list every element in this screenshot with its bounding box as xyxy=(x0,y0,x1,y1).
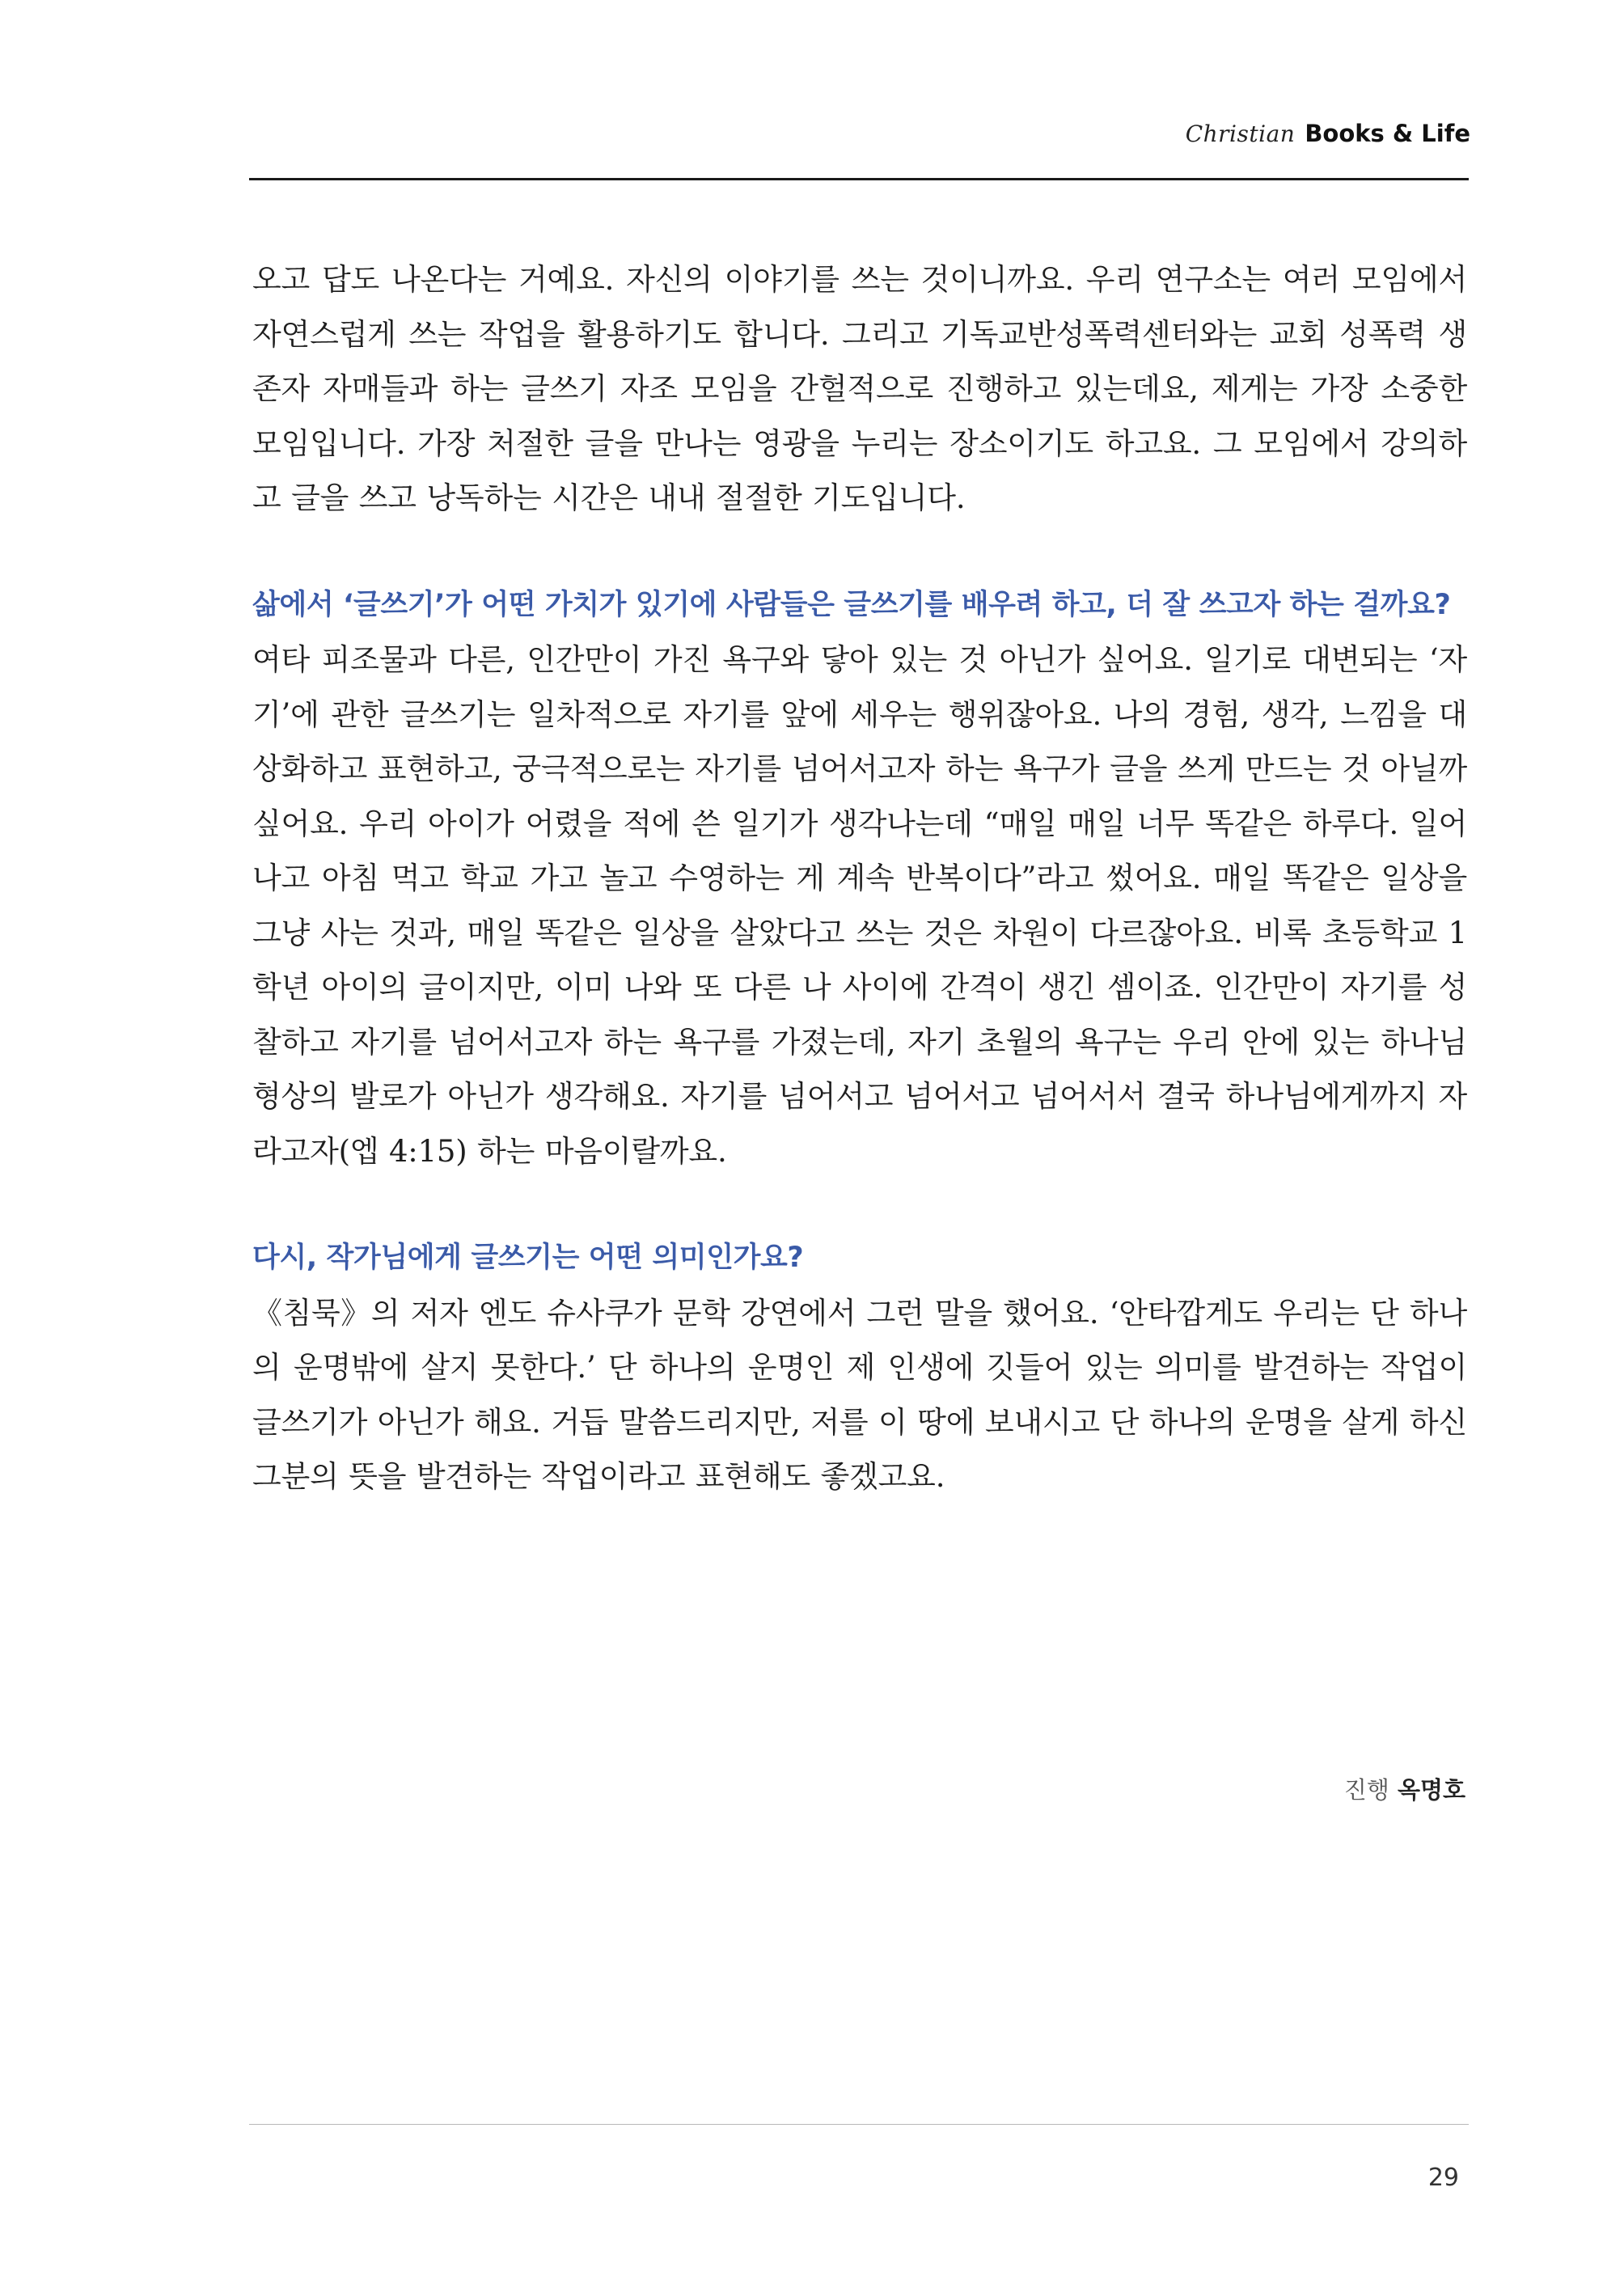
interview-answer-1: 여타 피조물과 다른, 인간만이 가진 욕구와 닿아 있는 것 아닌가 싶어요. 일기로 대변되는 ‘자기’에 관한 글쓰기는 일차적으로 자기를 앞에 세우는 행위잖아요. 나의 경험, 생각, 느낌을 대상화하고 표현하고, 궁극적으로는 자기를 넘어서고자 하는 욕구가 글을 쓰게 만드는 것 아닐까 싶어요. 우리 아이가 어렸을 적에 쓴 일기가 생각나는데 “매일 매일 너무 똑같은 하루다. 일어나고 아침 먹고 학교 가고 놀고 수영하는 게 계속 반복이다”라고 썼어요. 매일 똑같은 일상을 그냥 사는 것과, 매일 똑같은 일상을 살았다고 쓰는 것은 차원이 다르잖아요. 비록 초등학교 1학년 아이의 글이지만, 이미 나와 또 다른 나 사이에 간격이 생긴 셈이죠. 인간만이 자기를 성찰하고 자기를 넘어서고자 하는 욕구를 가졌는데, 자기 초월의 욕구는 우리 안에 있는 하나님 형상의 발로가 아닌가 생각해요. 자기를 넘어서고 넘어서고 넘어서서 결국 하나님에게까지 자라고자(엡 4:15) 하는 마음이랄까요. xyxy=(252,642,1467,1169)
interview-question-1: 삶에서 ‘글쓰기’가 어떤 가치가 있기에 사람들은 글쓰기를 배우려 하고, 더 잘 쓰고자 하는 걸까요? xyxy=(252,588,1451,621)
spacer xyxy=(252,1178,1467,1231)
page-header xyxy=(0,0,1624,186)
header-divider xyxy=(249,178,1469,180)
article-body xyxy=(252,252,1467,1504)
footer-divider xyxy=(249,2124,1469,2125)
credit-name: 옥명호 xyxy=(1397,1776,1465,1804)
magazine-brand xyxy=(1186,120,1470,147)
interview-question-2: 다시, 작가님에게 글쓰기는 어떤 의미인가요? xyxy=(252,1242,804,1274)
interviewer-credit xyxy=(1344,1772,1465,1805)
brand-script-logo: Christian xyxy=(1185,121,1296,147)
intro-paragraph: 오고 답도 나온다는 거예요. 자신의 이야기를 쓰는 것이니까요. 우리 연구소는 여러 모임에서 자연스럽게 쓰는 작업을 활용하기도 합니다. 그리고 기독교반성폭력센터와는 교회 성폭력 생존자 자매들과 하는 글쓰기 자조 모임을 간헐적으로 진행하고 있는데요, 제게는 가장 소중한 모임입니다. 가장 처절한 글을 만나는 영광을 누리는 장소이기도 하고요. 그 모임에서 강의하고 글을 쓰고 낭독하는 시간은 내내 절절한 기도입니다. xyxy=(252,262,1467,515)
interview-answer-2: 《침묵》의 저자 엔도 슈사쿠가 문학 강연에서 그런 말을 했어요. ‘안타깝게도 우리는 단 하나의 운명밖에 살지 못한다.’ 단 하나의 운명인 제 인생에 깃들어 있는 의미를 발견하는 작업이 글쓰기가 아닌가 해요. 거듭 말씀드리지만, 저를 이 땅에 보내시고 단 하나의 운명을 살게 하신 그분의 뜻을 발견하는 작업이라고 표현해도 좋겠고요. xyxy=(252,1295,1467,1494)
page-number: 29 xyxy=(1427,2164,1459,2192)
spacer xyxy=(252,526,1467,578)
brand-title: Books & Life xyxy=(1305,120,1470,147)
credit-label: 진행 xyxy=(1343,1776,1389,1804)
